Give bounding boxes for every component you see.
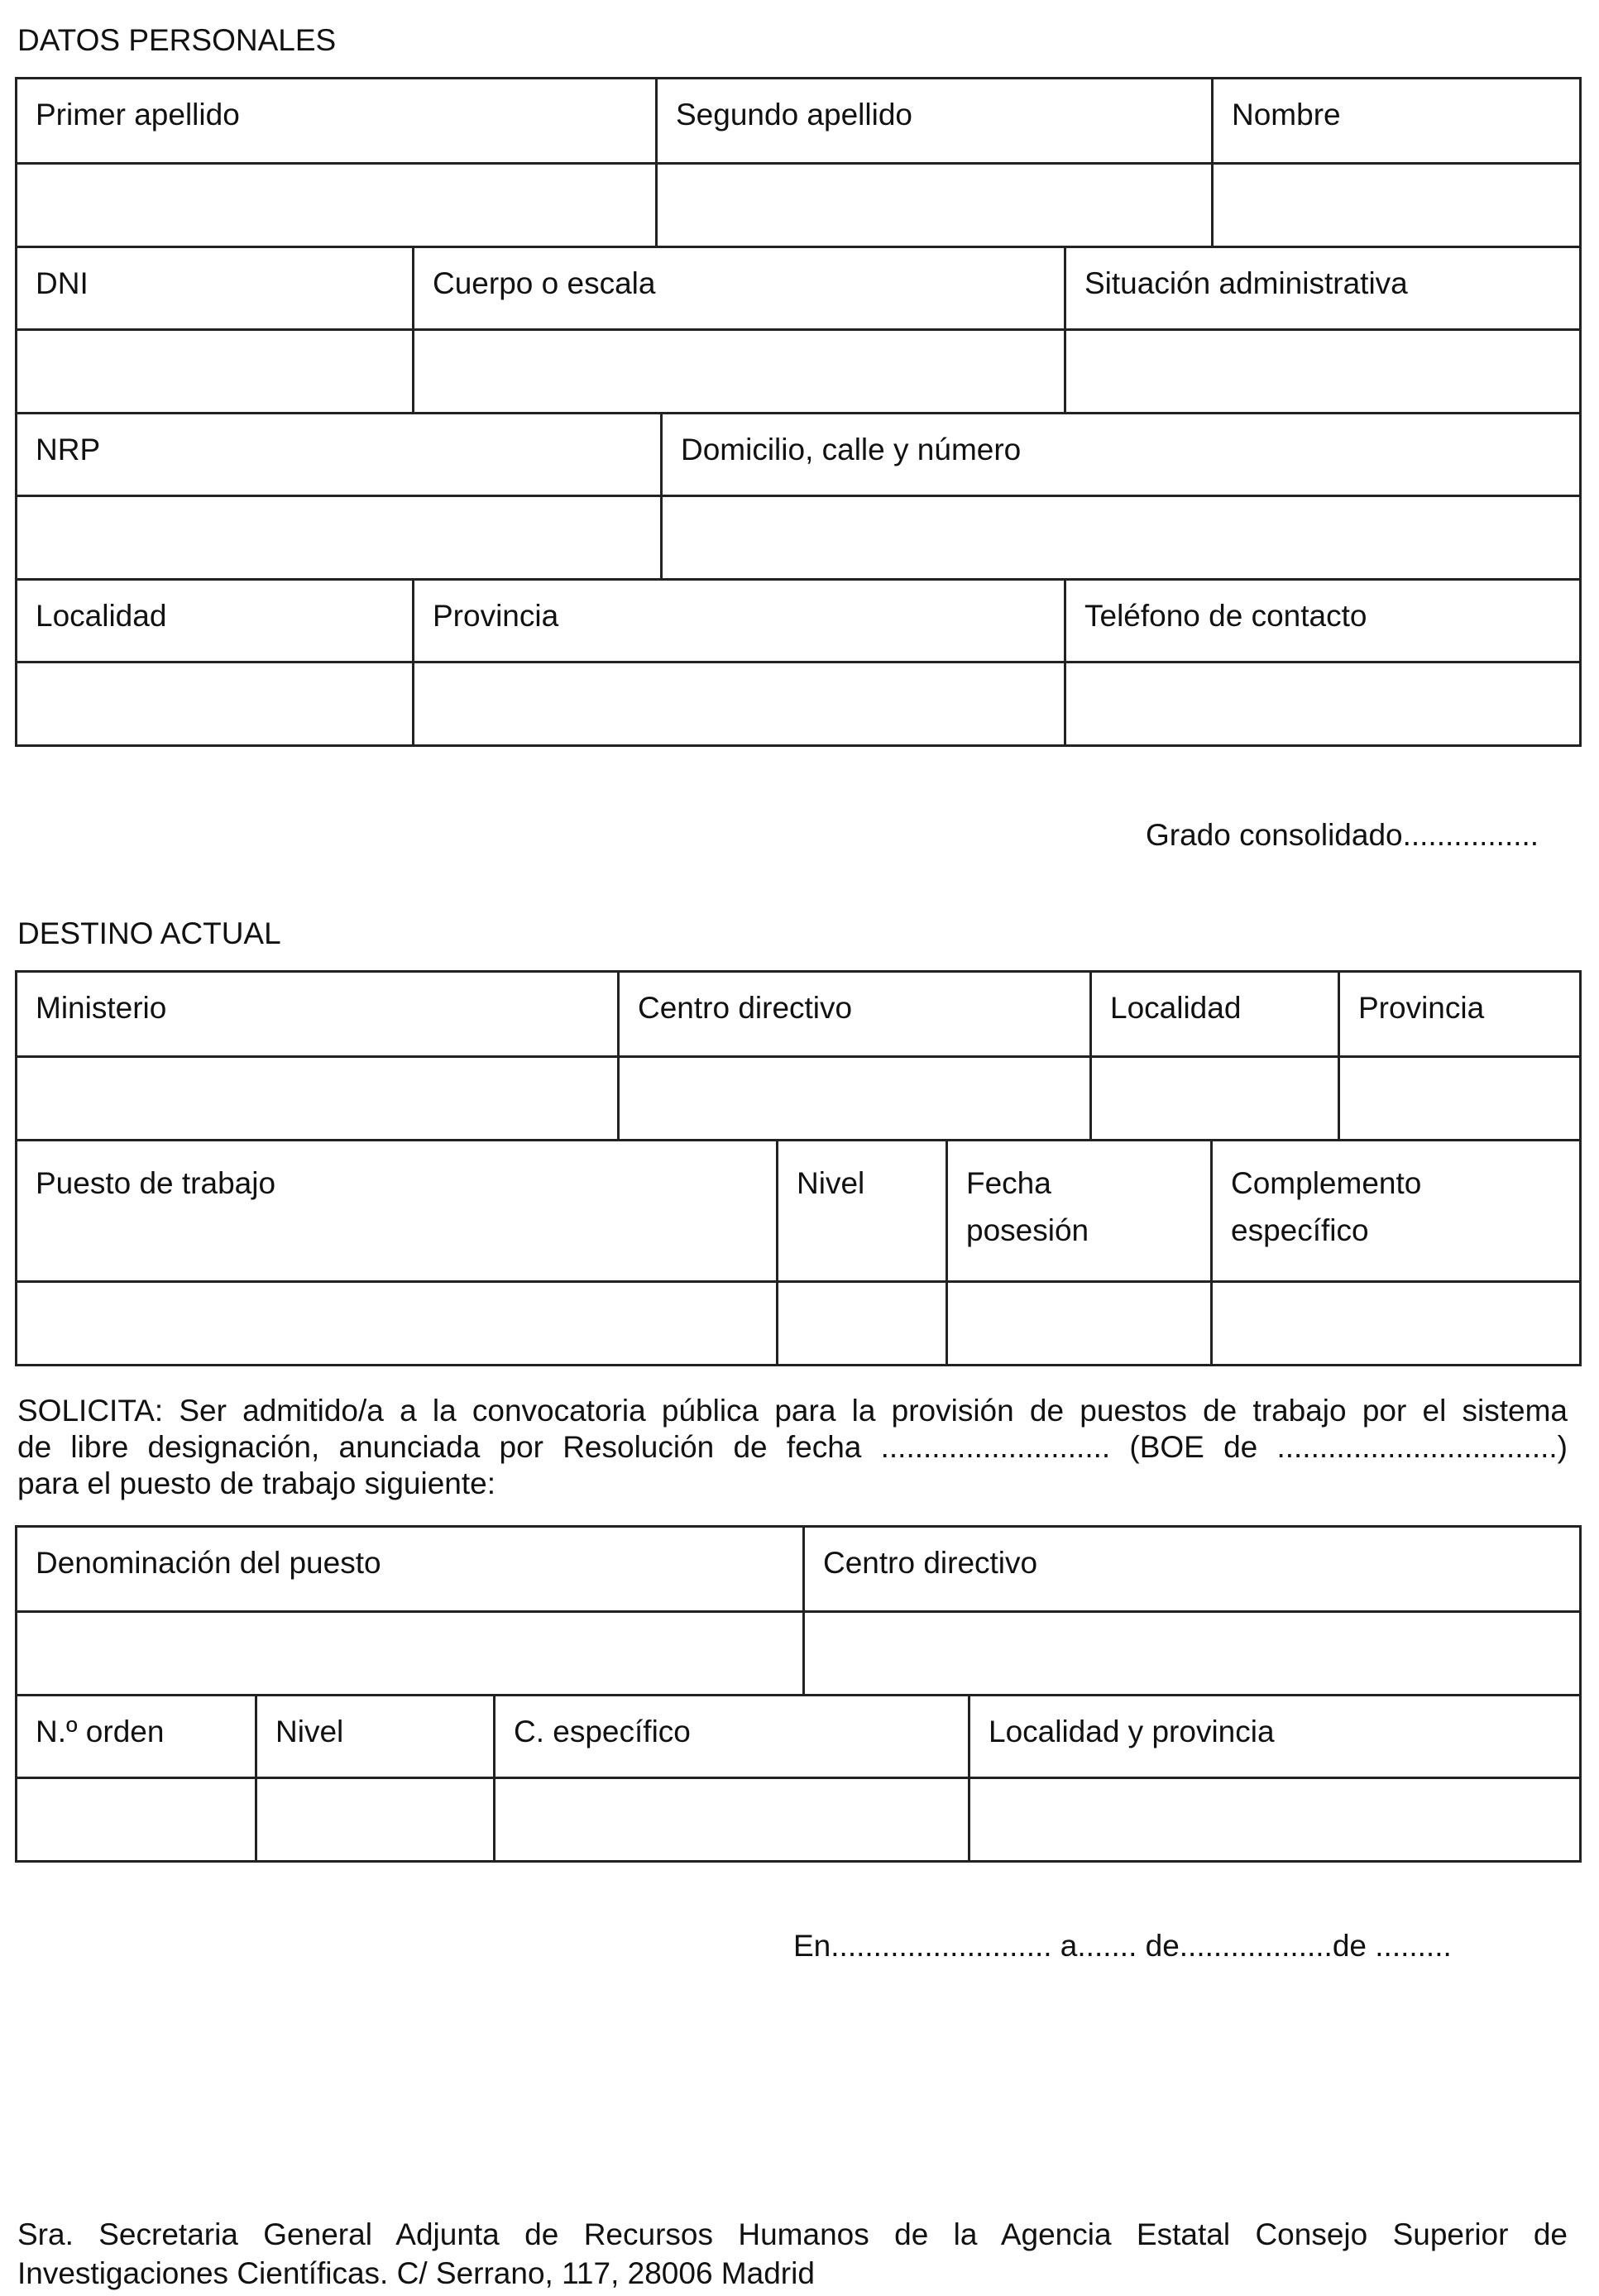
segundo-apellido-field[interactable] bbox=[676, 165, 1193, 246]
table-row bbox=[17, 495, 1579, 578]
table-row bbox=[17, 79, 1579, 162]
centro-directivo-cell bbox=[617, 1058, 1089, 1139]
centro-directivo-field[interactable] bbox=[638, 1058, 1071, 1139]
grado-consolidado: Grado consolidado................ bbox=[1146, 818, 1539, 852]
telefono-field[interactable] bbox=[1084, 663, 1561, 744]
label-centro-directivo: Centro directivo bbox=[802, 1528, 1579, 1610]
localidad-provincia-field[interactable] bbox=[989, 1779, 1561, 1860]
label-provincia: Provincia bbox=[1338, 973, 1579, 1055]
destinatario-line-2: Investigaciones Científicas. C/ Serrano, 117, 28006 Madrid bbox=[17, 2256, 815, 2290]
destino-localidad-field[interactable] bbox=[1110, 1058, 1319, 1139]
nrp-cell bbox=[17, 497, 660, 578]
fecha-posesion-cell bbox=[946, 1283, 1210, 1364]
label-dni: DNI bbox=[36, 266, 89, 300]
label-nombre: Nombre bbox=[1211, 79, 1579, 162]
table-row bbox=[17, 578, 1579, 661]
centro-directivo-cell bbox=[802, 1613, 1579, 1694]
table-row bbox=[17, 661, 1579, 744]
table-row bbox=[17, 1694, 1579, 1777]
label-numero-orden: N.º orden bbox=[36, 1715, 165, 1748]
situacion-administrativa-field[interactable] bbox=[1084, 331, 1561, 412]
label-provincia: Provincia bbox=[412, 581, 1064, 661]
provincia-cell bbox=[1338, 1058, 1579, 1139]
label-denominacion-puesto: Denominación del puesto bbox=[36, 1546, 381, 1580]
domicilio-cell bbox=[660, 497, 1579, 578]
destinatario-paragraph bbox=[17, 2215, 1568, 2293]
localidad-provincia-cell bbox=[968, 1779, 1579, 1860]
label-telefono: Teléfono de contacto bbox=[1064, 581, 1579, 661]
cuerpo-escala-field[interactable] bbox=[433, 331, 1046, 412]
fecha-posesion-field[interactable] bbox=[966, 1283, 1192, 1364]
label-situacion-administrativa: Situación administrativa bbox=[1064, 248, 1579, 328]
solicita-paragraph bbox=[17, 1391, 1568, 1503]
table-row bbox=[17, 1280, 1579, 1364]
provincia-cell bbox=[412, 663, 1064, 744]
numero-orden-cell bbox=[17, 1779, 255, 1860]
table-row bbox=[17, 1777, 1579, 1860]
label-complemento-especifico bbox=[1210, 1141, 1579, 1280]
provincia-field[interactable] bbox=[433, 663, 1046, 744]
label-puesto-trabajo bbox=[17, 1141, 776, 1280]
complemento-line-2: específico bbox=[1231, 1213, 1369, 1248]
personal-data-table bbox=[15, 77, 1582, 747]
puesto-centro-directivo-field[interactable] bbox=[823, 1613, 1561, 1694]
c-especifico-cell bbox=[493, 1779, 968, 1860]
complemento-especifico-field[interactable] bbox=[1231, 1283, 1561, 1364]
nivel-field[interactable] bbox=[797, 1283, 927, 1364]
label-nivel bbox=[776, 1141, 946, 1280]
label-localidad: Localidad bbox=[1089, 973, 1338, 1055]
table-row bbox=[17, 1528, 1579, 1610]
table-row bbox=[17, 328, 1579, 412]
label-cuerpo-escala: Cuerpo o escala bbox=[412, 248, 1064, 328]
primer-apellido-field[interactable] bbox=[36, 165, 637, 246]
table-row bbox=[17, 412, 1579, 495]
section-title-destino-actual: DESTINO ACTUAL bbox=[17, 916, 281, 950]
label-segundo-apellido: Segundo apellido bbox=[655, 79, 1211, 162]
nivel-cell bbox=[776, 1283, 946, 1364]
denominacion-puesto-field[interactable] bbox=[36, 1613, 784, 1694]
nombre-cell bbox=[1211, 165, 1579, 246]
label-domicilio: Domicilio, calle y número bbox=[660, 414, 1579, 495]
label-primer-apellido: Primer apellido bbox=[36, 98, 240, 132]
table-row bbox=[17, 162, 1579, 246]
label-fecha-posesion bbox=[946, 1141, 1210, 1280]
ministerio-cell bbox=[17, 1058, 617, 1139]
situacion-administrativa-cell bbox=[1064, 331, 1579, 412]
label-c-especifico: C. específico bbox=[493, 1696, 968, 1777]
label-nrp: NRP bbox=[36, 433, 101, 466]
nivel-cell bbox=[255, 1779, 493, 1860]
section-title-datos-personales: DATOS PERSONALES bbox=[17, 23, 337, 57]
complemento-especifico-cell bbox=[1210, 1283, 1579, 1364]
solicita-line-3: para el puesto de trabajo siguiente: bbox=[17, 1466, 496, 1500]
denominacion-puesto-cell bbox=[17, 1613, 802, 1694]
label-localidad: Localidad bbox=[36, 599, 167, 633]
destino-provincia-field[interactable] bbox=[1358, 1058, 1561, 1139]
complemento-line-1: Complemento bbox=[1231, 1166, 1422, 1200]
label-nivel: Nivel bbox=[255, 1696, 493, 1777]
solicita-line-2: de libre designación, anunciada por Resolución de fecha ........................... (BOE de .................................) bbox=[17, 1430, 1568, 1464]
ministerio-field[interactable] bbox=[36, 1058, 599, 1139]
fecha-line-2: posesión bbox=[966, 1213, 1089, 1248]
label-ministerio: Ministerio bbox=[36, 991, 167, 1025]
puesto-solicitado-table bbox=[15, 1525, 1582, 1863]
label-centro-directivo: Centro directivo bbox=[617, 973, 1089, 1055]
puesto-trabajo-text: Puesto de trabajo bbox=[36, 1166, 276, 1200]
label-localidad-provincia: Localidad y provincia bbox=[968, 1696, 1579, 1777]
primer-apellido-cell bbox=[17, 165, 655, 246]
table-row bbox=[17, 246, 1579, 328]
localidad-cell bbox=[17, 663, 412, 744]
fecha-line-1: Fecha bbox=[966, 1166, 1051, 1200]
puesto-trabajo-field[interactable] bbox=[36, 1283, 758, 1364]
cuerpo-escala-cell bbox=[412, 331, 1064, 412]
solicita-line-1: SOLICITA: Ser admitido/a a la convocatoria pública para la provisión de puestos de trabajo por el sistema bbox=[17, 1394, 1568, 1428]
nrp-field[interactable] bbox=[36, 497, 642, 578]
dni-field[interactable] bbox=[36, 331, 394, 412]
table-row bbox=[17, 1139, 1579, 1280]
nivel-text: Nivel bbox=[797, 1166, 865, 1200]
puesto-trabajo-cell bbox=[17, 1283, 776, 1364]
nombre-field[interactable] bbox=[1232, 165, 1561, 246]
telefono-cell bbox=[1064, 663, 1579, 744]
table-row bbox=[17, 1055, 1579, 1139]
numero-orden-field[interactable] bbox=[36, 1779, 237, 1860]
destino-actual-table bbox=[15, 970, 1582, 1366]
table-row bbox=[17, 1610, 1579, 1694]
table-row bbox=[17, 973, 1579, 1055]
domicilio-field[interactable] bbox=[681, 497, 1561, 578]
puesto-nivel-field[interactable] bbox=[275, 1779, 475, 1860]
fecha-lugar-line: En.......................... a....... de..................de ......... bbox=[793, 1929, 1452, 1963]
localidad-cell bbox=[1089, 1058, 1338, 1139]
segundo-apellido-cell bbox=[655, 165, 1211, 246]
destinatario-line-1: Sra. Secretaria General Adjunta de Recursos Humanos de la Agencia Estatal Consejo Superior de bbox=[17, 2217, 1568, 2251]
c-especifico-field[interactable] bbox=[514, 1779, 950, 1860]
dni-cell bbox=[17, 331, 412, 412]
localidad-field[interactable] bbox=[36, 663, 394, 744]
